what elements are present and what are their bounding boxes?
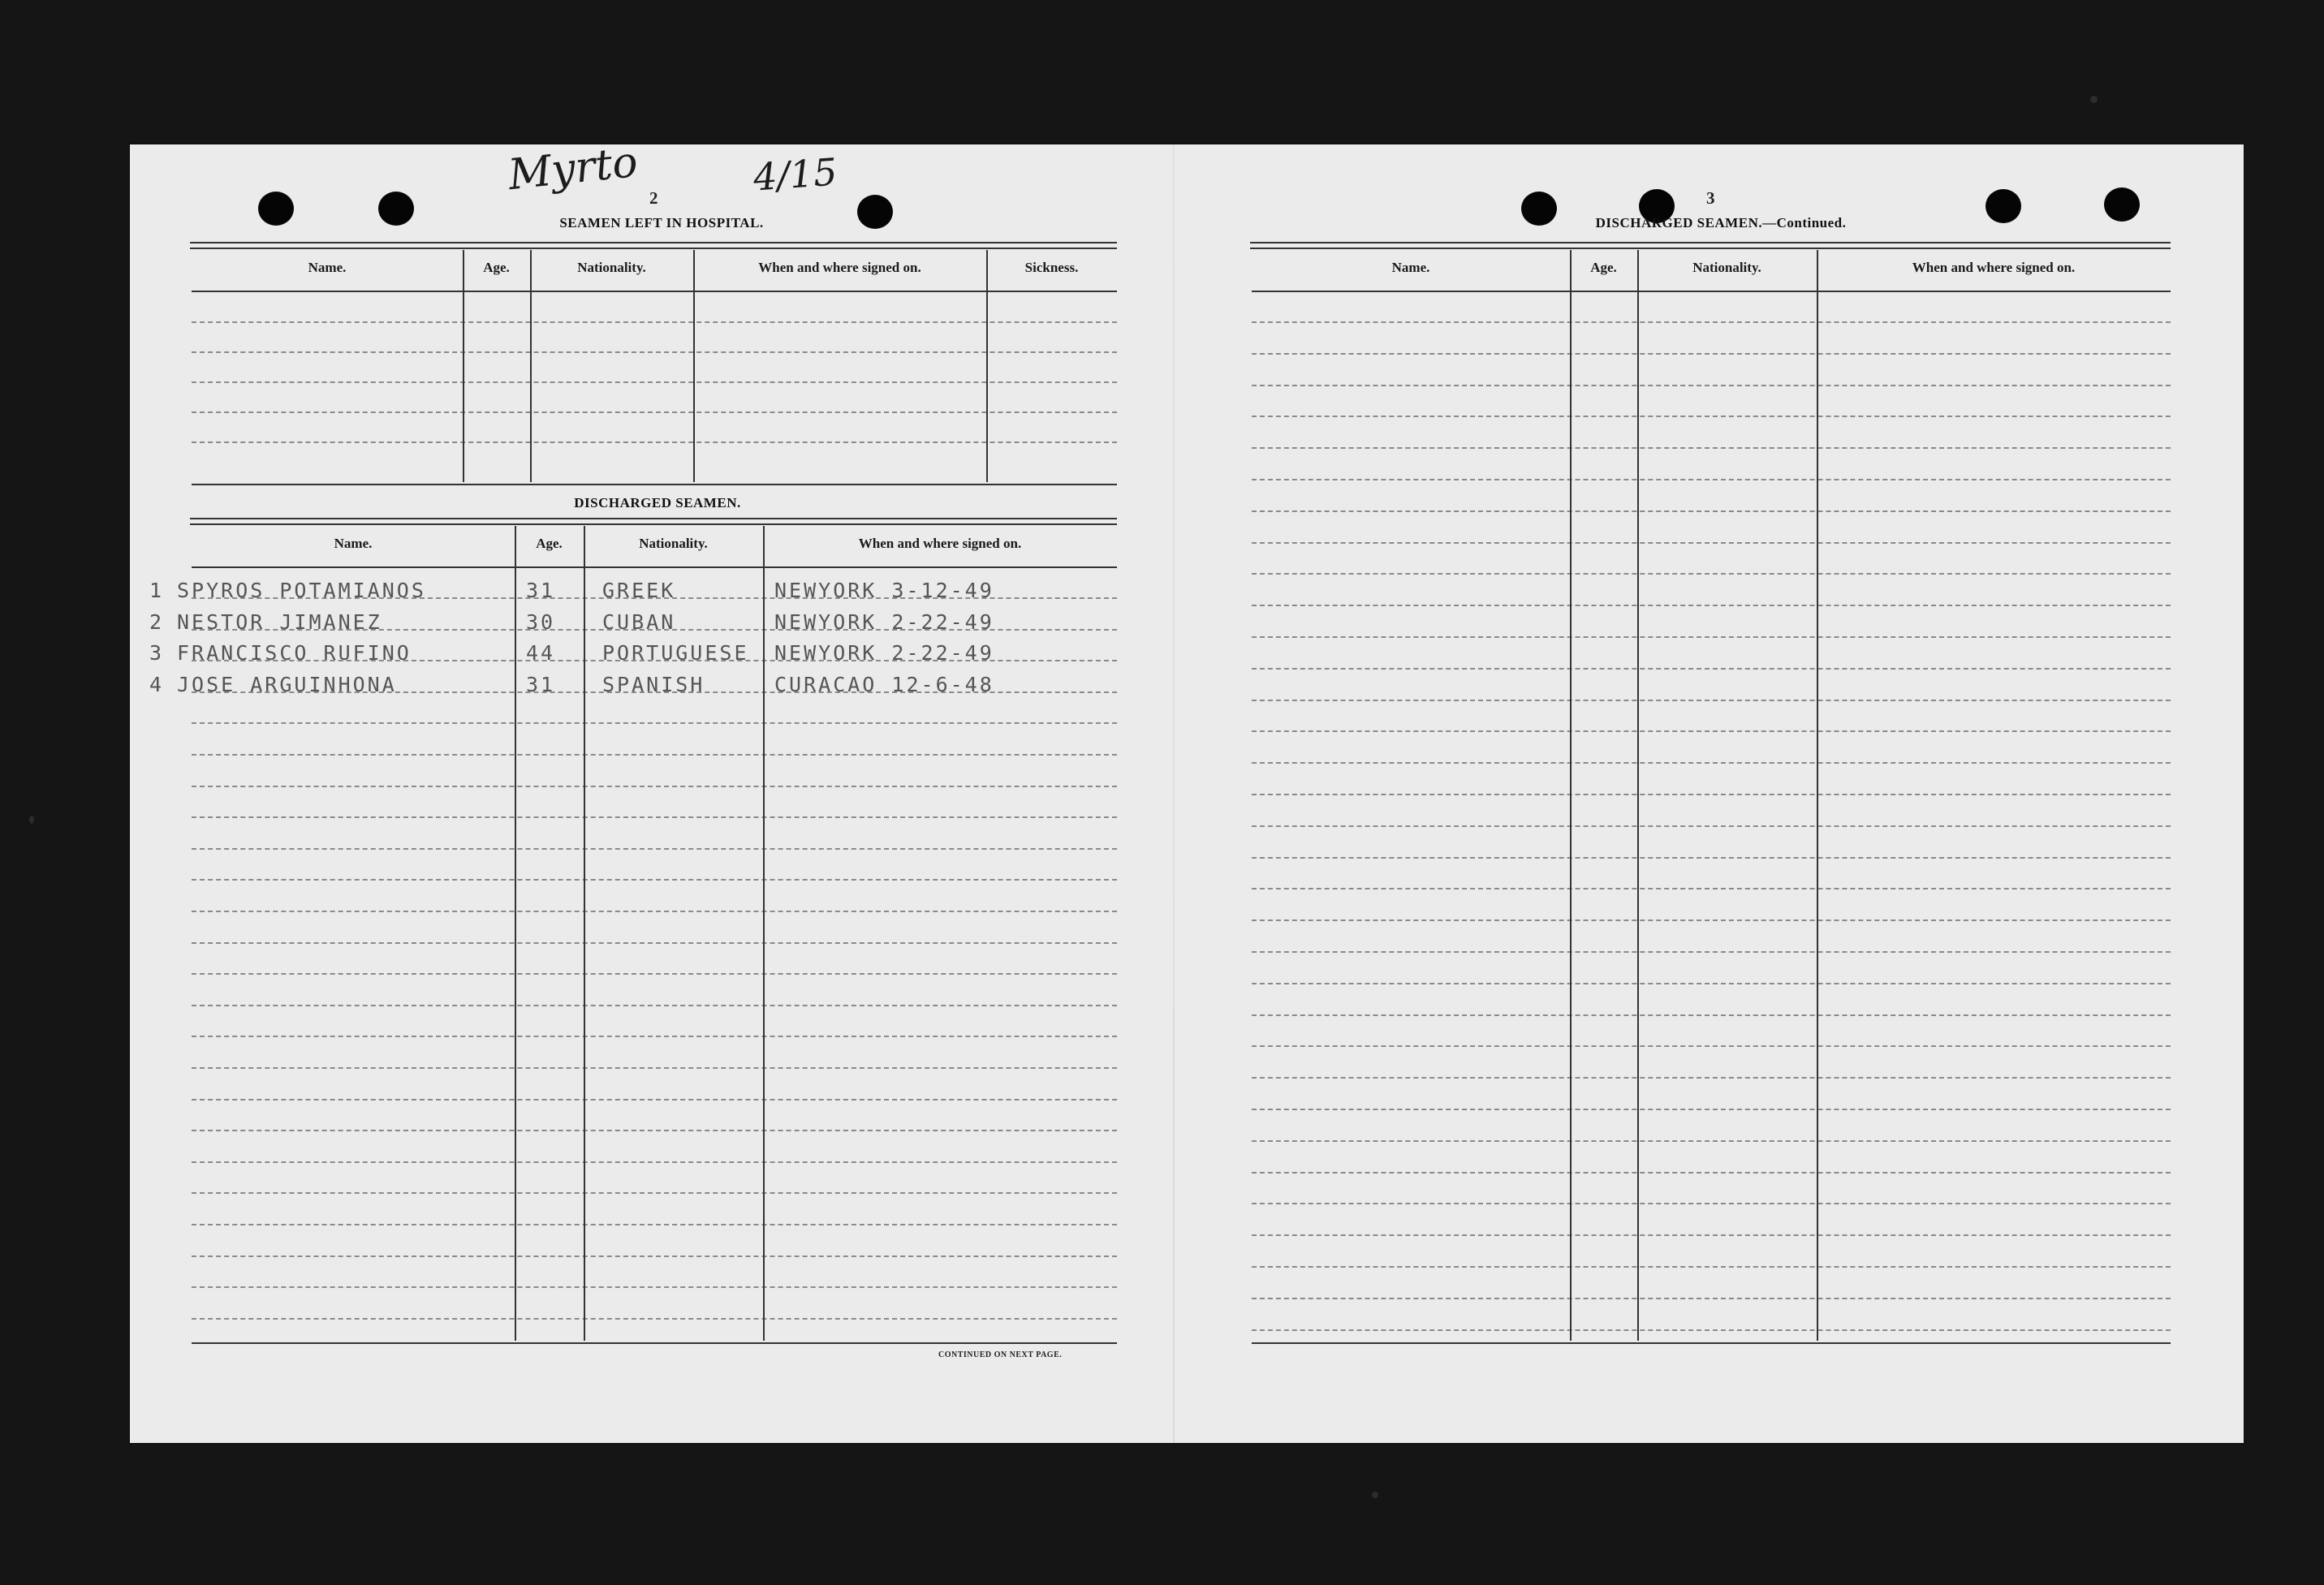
right-page-number: 3: [1706, 188, 1715, 208]
seaman-name: JOSE ARGUINHONA: [177, 672, 397, 696]
seaman-age: 31: [526, 579, 556, 602]
punch-hole: [1986, 189, 2021, 223]
handwritten-note: Myrto: [506, 137, 640, 200]
row-number: 4: [149, 672, 165, 696]
ruled-row-line: [1252, 920, 2171, 921]
seaman-name: SPYROS POTAMIANOS: [177, 579, 426, 602]
punch-hole: [378, 192, 414, 226]
seaman-name: NESTOR JIMANEZ: [177, 609, 382, 634]
column-header: Name.: [334, 536, 373, 551]
ruled-row-line: [192, 1005, 1117, 1006]
column-divider: [530, 250, 532, 482]
table-bottom-rule: [192, 1342, 1117, 1344]
ruled-row-line: [192, 321, 1117, 323]
ruled-row-line: [1252, 983, 2171, 984]
handwritten-mark: 4/15: [752, 149, 839, 200]
right-top-rule: [1250, 242, 2171, 249]
column-divider: [1817, 250, 1818, 1341]
column-divider: [763, 526, 765, 1341]
ruled-row-line: [192, 1067, 1117, 1069]
ruled-row-line: [1252, 888, 2171, 889]
seaman-name: FRANCISCO RUFINO: [177, 641, 412, 665]
ruled-row-line: [1252, 1203, 2171, 1204]
signed-on: CURACAO 12-6-48: [774, 672, 994, 696]
ruled-row-line: [192, 1286, 1117, 1288]
seaman-nationality: SPANISH: [602, 672, 705, 696]
column-header: Name.: [1391, 260, 1430, 275]
ruled-row-line: [192, 1192, 1117, 1194]
ruled-row-line: [1252, 794, 2171, 795]
ruled-row-line: [192, 879, 1117, 881]
punch-hole: [1521, 192, 1557, 226]
discharged-section-title: DISCHARGED SEAMEN.: [574, 495, 741, 510]
column-header: Name.: [308, 260, 347, 275]
column-header: When and where signed on.: [758, 260, 921, 275]
header-rule: [192, 291, 1117, 292]
ruled-row-line: [192, 911, 1117, 912]
ruled-row-line: [1252, 1109, 2171, 1110]
ruled-row-line: [192, 942, 1117, 944]
ruled-row-line: [192, 816, 1117, 818]
hospital-top-rule: [190, 242, 1117, 249]
signed-on: NEWYORK 3-12-49: [774, 579, 994, 602]
ruled-row-line: [192, 411, 1117, 413]
row-number: 3: [149, 641, 165, 665]
ruled-row-line: [1252, 605, 2171, 606]
ruled-row-line: [192, 848, 1117, 850]
ruled-row-line: [1252, 321, 2171, 323]
column-header: When and where signed on.: [1912, 260, 2076, 275]
ruled-row-line: [1252, 1045, 2171, 1047]
ruled-row-line: [192, 754, 1117, 756]
ruled-row-line: [1252, 1077, 2171, 1079]
ruled-row-line: [192, 441, 1117, 443]
ruled-row-line: [192, 381, 1117, 383]
ruled-row-line: [1252, 762, 2171, 764]
hospital-section-title: SEAMEN LEFT IN HOSPITAL.: [559, 215, 764, 230]
scan-speck: [2090, 96, 2098, 103]
ruled-row-line: [192, 1318, 1117, 1320]
ruled-row-line: [192, 1224, 1117, 1225]
column-divider: [986, 250, 988, 482]
column-divider: [1637, 250, 1639, 1341]
ruled-row-line: [192, 351, 1117, 353]
ruled-row-line: [1252, 825, 2171, 827]
right-section-title: DISCHARGED SEAMEN.—Continued.: [1595, 215, 1847, 230]
continued-footnote: CONTINUED ON NEXT PAGE.: [938, 1350, 1063, 1359]
ruled-row-line: [1252, 1329, 2171, 1331]
left-page-number: 2: [649, 188, 658, 208]
column-divider: [693, 250, 695, 482]
ruled-row-line: [1252, 353, 2171, 355]
ruled-row-line: [192, 1130, 1117, 1131]
ruled-row-line: [1252, 857, 2171, 859]
seaman-nationality: GREEK: [602, 579, 676, 602]
table-bottom-rule: [1252, 1342, 2171, 1344]
ruled-row-line: [1252, 510, 2171, 512]
ruled-row-line: [192, 973, 1117, 975]
ruled-row-line: [1252, 730, 2171, 732]
column-divider: [584, 526, 585, 1341]
ruled-row-line: [1252, 1172, 2171, 1174]
ruled-row-line: [1252, 700, 2171, 701]
ruled-row-line: [192, 786, 1117, 787]
column-divider: [1570, 250, 1572, 1341]
ruled-row-line: [192, 1161, 1117, 1163]
column-header: Sickness.: [1024, 260, 1079, 275]
ruled-row-line: [1252, 1014, 2171, 1016]
ruled-row-line: [1252, 1140, 2171, 1142]
ruled-row-line: [1252, 416, 2171, 417]
ruled-row-line: [1252, 542, 2171, 544]
column-header: Age.: [1590, 260, 1617, 275]
ruled-row-line: [1252, 951, 2171, 953]
seaman-nationality: PORTUGUESE: [602, 641, 749, 665]
row-number: 2: [149, 609, 165, 634]
punch-hole: [258, 192, 294, 226]
ruled-row-line: [1252, 1266, 2171, 1268]
row-number: 1: [149, 579, 165, 602]
column-header: Nationality.: [577, 260, 646, 275]
scan-speck: [29, 816, 34, 824]
ruled-row-line: [192, 722, 1117, 724]
table-bottom-rule: [192, 484, 1117, 485]
seaman-nationality: CUBAN: [602, 609, 676, 634]
header-rule: [192, 566, 1117, 568]
column-header: Age.: [483, 260, 510, 275]
ruled-row-line: [192, 1256, 1117, 1257]
punch-hole: [2104, 187, 2140, 222]
signed-on: NEWYORK 2-22-49: [774, 609, 994, 634]
discharged-top-rule: [190, 518, 1117, 525]
ruled-row-line: [1252, 385, 2171, 386]
column-header: Nationality.: [639, 536, 708, 551]
form-sheet: [130, 137, 2244, 1443]
punch-hole: [857, 195, 893, 229]
ruled-row-line: [1252, 479, 2171, 480]
ruled-row-line: [1252, 573, 2171, 575]
ruled-row-line: [192, 1036, 1117, 1037]
signed-on: NEWYORK 2-22-49: [774, 641, 994, 665]
header-rule: [1252, 291, 2171, 292]
ruled-row-line: [1252, 668, 2171, 670]
ruled-row-line: [1252, 1298, 2171, 1299]
column-divider: [463, 250, 464, 482]
center-fold: [1173, 144, 1175, 1443]
ruled-row-line: [1252, 447, 2171, 449]
seaman-age: 44: [526, 641, 556, 665]
seaman-age: 30: [526, 609, 556, 634]
column-header: Age.: [536, 536, 563, 551]
column-header: When and where signed on.: [858, 536, 1022, 551]
column-divider: [515, 526, 516, 1341]
seaman-age: 31: [526, 672, 556, 696]
ruled-row-line: [1252, 1234, 2171, 1236]
scan-speck: [1372, 1492, 1378, 1498]
column-header: Nationality.: [1692, 260, 1761, 275]
ruled-row-line: [1252, 636, 2171, 638]
ruled-row-line: [192, 1099, 1117, 1100]
